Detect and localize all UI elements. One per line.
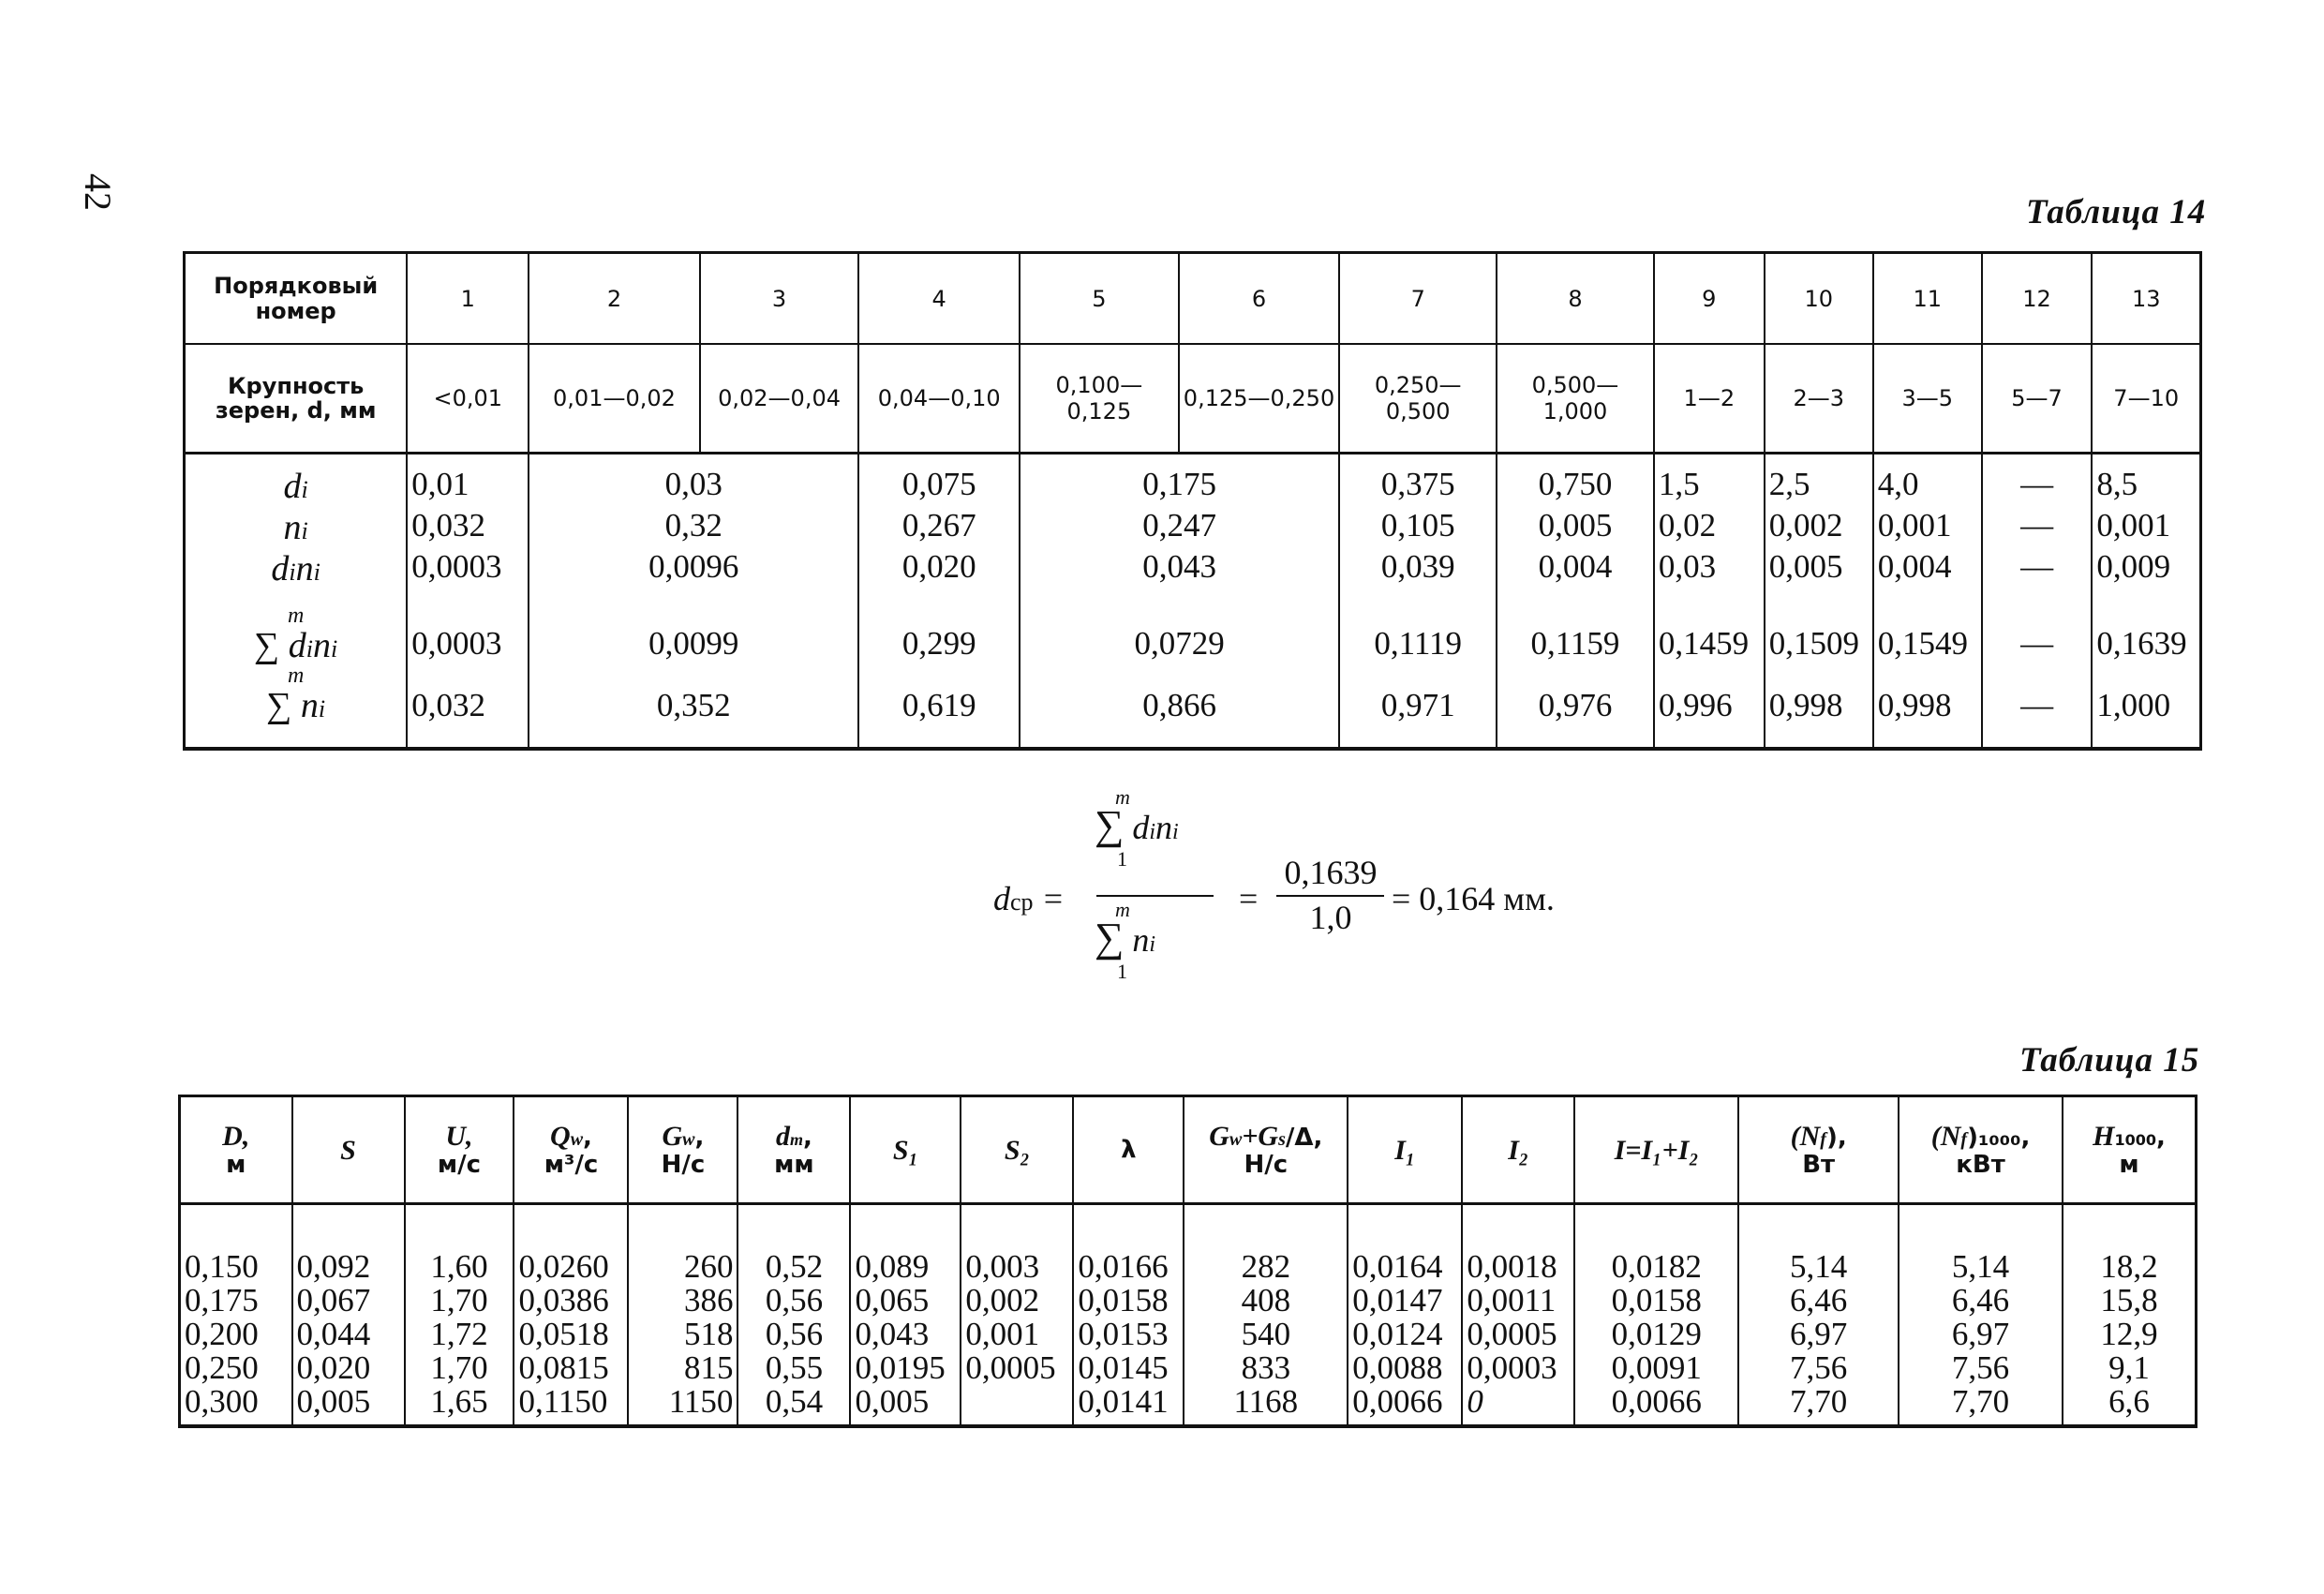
cell-sum-dini: 0,1509 [1765, 589, 1873, 666]
cell-ni: 0,002 [1765, 507, 1873, 548]
table-cell: 282 [1184, 1204, 1348, 1285]
table-cell: 0,0182 [1574, 1204, 1738, 1285]
col-header-I2: I₂ [1462, 1096, 1574, 1204]
table-cell: 0 [1462, 1385, 1574, 1426]
col-header-Nf1000: (Nf)₁₀₀₀, кВт [1899, 1096, 2063, 1204]
table-cell: 1,60 [405, 1204, 514, 1285]
header-range: 1—2 [1654, 344, 1765, 454]
cell-sum-dini: 0,1639 [2092, 589, 2200, 666]
table-cell: 1150 [628, 1385, 737, 1426]
cell-sum-ni: 0,866 [1020, 666, 1339, 749]
table-cell: 18,2 [2063, 1204, 2196, 1285]
formula-value-numerator: 0,1639 [1284, 854, 1378, 891]
table-cell: 0,56 [737, 1284, 850, 1318]
table-row [180, 1318, 2197, 1351]
table-cell: 0,043 [850, 1318, 961, 1351]
table-cell: 0,200 [180, 1318, 292, 1351]
table-cell: 0,300 [180, 1385, 292, 1426]
cell-dini: 0,039 [1339, 548, 1497, 589]
header-num: 6 [1179, 253, 1340, 345]
formula-value-denominator: 1,0 [1309, 899, 1352, 936]
table-cell: 0,0003 [1462, 1351, 1574, 1385]
cell-dini: 0,0003 [407, 548, 529, 589]
cell-dini: 0,004 [1497, 548, 1654, 589]
formula-denominator: m ∑ ni 1 [1095, 898, 1156, 983]
table-cell: 12,9 [2063, 1318, 2196, 1351]
col-header-U: U, м/с [405, 1096, 514, 1204]
table-cell: 0,0153 [1073, 1318, 1184, 1351]
table-cell: 0,0091 [1574, 1351, 1738, 1385]
cell-dini: 0,005 [1765, 548, 1873, 589]
table-cell: 386 [628, 1284, 737, 1318]
row-sum-dini [185, 589, 2201, 666]
col-header-S2: S₂ [961, 1096, 1073, 1204]
cell-dini: — [1982, 548, 2093, 589]
table-cell: 540 [1184, 1318, 1348, 1351]
header-range: 7—10 [2092, 344, 2200, 454]
table-cell: 0,0129 [1574, 1318, 1738, 1351]
cell-sum-ni: 1,000 [2092, 666, 2200, 749]
table-cell: 1,70 [405, 1284, 514, 1318]
table-cell: 0,089 [850, 1204, 961, 1285]
cell-sum-dini: 0,0099 [529, 589, 858, 666]
table-cell: 6,97 [1899, 1318, 2063, 1351]
table15-body [180, 1204, 2197, 1427]
table-cell: 7,56 [1738, 1351, 1899, 1385]
table-row [180, 1284, 2197, 1318]
header-ordinal-label: Порядковый номер [185, 253, 408, 345]
table-cell: 0,0145 [1073, 1351, 1184, 1385]
table-cell: 0,065 [850, 1284, 961, 1318]
table-cell: 0,0815 [514, 1351, 628, 1385]
cell-dini: 0,020 [858, 548, 1020, 589]
table-cell: 0,0518 [514, 1318, 628, 1351]
cell-ni: — [1982, 507, 2093, 548]
header-num: 2 [529, 253, 700, 345]
cell-sum-ni: 0,998 [1873, 666, 1982, 749]
cell-di: 0,750 [1497, 466, 1654, 507]
table-row [180, 1204, 2197, 1285]
table-cell: 0,1150 [514, 1385, 628, 1426]
table-cell: 6,46 [1899, 1284, 2063, 1318]
col-header-S: S [292, 1096, 405, 1204]
cell-sum-ni: — [1982, 666, 2093, 749]
header-num: 8 [1497, 253, 1654, 345]
table-14 [183, 251, 2202, 751]
col-header-S1: S₁ [850, 1096, 961, 1204]
cell-di: 0,01 [407, 466, 529, 507]
table-cell: 0,020 [292, 1351, 405, 1385]
col-header-Gw-Gs: Gw+Gs/Δ, Н/с [1184, 1096, 1348, 1204]
header-range: 0,02—0,04 [700, 344, 859, 454]
cell-ni: 0,005 [1497, 507, 1654, 548]
row-label-sum-dini: m ∑ dini [185, 589, 408, 666]
table-15 [178, 1095, 2197, 1428]
table-cell: 1,70 [405, 1351, 514, 1385]
col-header-I1: I₁ [1348, 1096, 1462, 1204]
cell-di: 4,0 [1873, 466, 1982, 507]
table-cell: 0,0018 [1462, 1204, 1574, 1285]
table-cell: 0,002 [961, 1284, 1073, 1318]
cell-di: 1,5 [1654, 466, 1765, 507]
row-label-sum-ni: m ∑ ni [185, 666, 408, 749]
header-num: 9 [1654, 253, 1765, 345]
table-cell: 0,092 [292, 1204, 405, 1285]
cell-ni: 0,247 [1020, 507, 1339, 548]
header-range: 3—5 [1873, 344, 1982, 454]
table-cell: 0,0066 [1574, 1385, 1738, 1426]
cell-sum-ni: 0,619 [858, 666, 1020, 749]
header-range: 0,125—0,250 [1179, 344, 1340, 454]
formula-lhs: dср = [993, 880, 1065, 917]
table-cell: 7,70 [1738, 1385, 1899, 1426]
row-sum-ni [185, 666, 2201, 749]
col-header-I: I=I₁+I₂ [1574, 1096, 1738, 1204]
table-cell: 1,72 [405, 1318, 514, 1351]
header-num: 4 [858, 253, 1020, 345]
table-cell: 7,70 [1899, 1385, 2063, 1426]
table-cell: 0,0141 [1073, 1385, 1184, 1426]
formula-numerator: m ∑ dini 1 [1095, 785, 1179, 871]
cell-ni: 0,267 [858, 507, 1020, 548]
table-cell: 408 [1184, 1284, 1348, 1318]
header-grain-size-label: Крупность зерен, d, мм [185, 344, 408, 454]
header-num: 7 [1339, 253, 1497, 345]
cell-di: 2,5 [1765, 466, 1873, 507]
cell-dini: 0,0096 [529, 548, 858, 589]
table-cell: 0,0158 [1574, 1284, 1738, 1318]
table-cell: 260 [628, 1204, 737, 1285]
cell-sum-ni: 0,971 [1339, 666, 1497, 749]
header-num: 3 [700, 253, 859, 345]
header-num: 12 [1982, 253, 2093, 345]
mean-grain-formula: dср = m ∑ dini 1 m ∑ ni 1 = 0,1639 1,0 = 0,164 мм. [993, 785, 1555, 983]
table14-header-numbers [185, 253, 2201, 345]
header-num: 13 [2092, 253, 2200, 345]
header-range: 2—3 [1765, 344, 1873, 454]
table-cell: 1168 [1184, 1385, 1348, 1426]
header-range: 5—7 [1982, 344, 2093, 454]
table-cell: 6,46 [1738, 1284, 1899, 1318]
cell-di: 0,03 [529, 466, 858, 507]
row-label-di: di [185, 466, 408, 507]
table-cell: 6,6 [2063, 1385, 2196, 1426]
cell-di: 0,075 [858, 466, 1020, 507]
table-cell: 0,005 [850, 1385, 961, 1426]
table-cell: 0,0260 [514, 1204, 628, 1285]
table15-header [180, 1096, 2197, 1204]
table-cell: 0,0088 [1348, 1351, 1462, 1385]
col-header-Qw: Qw, м³/с [514, 1096, 628, 1204]
row-ni [185, 507, 2201, 548]
table-cell: 0,0195 [850, 1351, 961, 1385]
table-cell: 5,14 [1738, 1204, 1899, 1285]
cell-sum-dini: 0,0729 [1020, 589, 1339, 666]
cell-sum-dini: 0,1549 [1873, 589, 1982, 666]
header-range: 0,500—1,000 [1497, 344, 1654, 454]
row-label-dini: dini [185, 548, 408, 589]
header-range: 0,250—0,500 [1339, 344, 1497, 454]
table-cell: 0,52 [737, 1204, 850, 1285]
table-cell: 0,55 [737, 1351, 850, 1385]
table-cell: 833 [1184, 1351, 1348, 1385]
table-cell: 0,0386 [514, 1284, 628, 1318]
col-header-Gw: Gw, Н/с [628, 1096, 737, 1204]
table-row [180, 1385, 2197, 1426]
cell-sum-ni: 0,032 [407, 666, 529, 749]
table-cell: 0,250 [180, 1351, 292, 1385]
cell-di: 0,375 [1339, 466, 1497, 507]
cell-ni: 0,032 [407, 507, 529, 548]
cell-sum-dini: 0,1159 [1497, 589, 1654, 666]
table-cell: 7,56 [1899, 1351, 2063, 1385]
cell-dini: 0,009 [2092, 548, 2200, 589]
col-header-H1000: H1000, м [2063, 1096, 2196, 1204]
cell-sum-dini: — [1982, 589, 2093, 666]
col-header-dm: dm, мм [737, 1096, 850, 1204]
header-range: 0,01—0,02 [529, 344, 700, 454]
row-label-ni: ni [185, 507, 408, 548]
cell-ni: 0,001 [1873, 507, 1982, 548]
row-dini [185, 548, 2201, 589]
table14-header-ranges [185, 344, 2201, 454]
table-cell: 815 [628, 1351, 737, 1385]
cell-ni: 0,001 [2092, 507, 2200, 548]
col-header-D: D, м [180, 1096, 292, 1204]
cell-ni: 0,105 [1339, 507, 1497, 548]
table-cell: 0,0166 [1073, 1204, 1184, 1285]
table-row [180, 1351, 2197, 1385]
table-cell: 0,0005 [961, 1351, 1073, 1385]
table-cell [961, 1385, 1073, 1426]
formula-value-bar [1276, 895, 1384, 897]
col-header-Nf: (Nf), Вт [1738, 1096, 1899, 1204]
table-cell: 0,0011 [1462, 1284, 1574, 1318]
header-range: <0,01 [407, 344, 529, 454]
cell-dini: 0,004 [1873, 548, 1982, 589]
cell-di: 0,175 [1020, 466, 1339, 507]
page-number: 42 [77, 173, 119, 211]
table-cell: 0,044 [292, 1318, 405, 1351]
header-range: 0,100—0,125 [1020, 344, 1179, 454]
cell-ni: 0,32 [529, 507, 858, 548]
header-range: 0,04—0,10 [858, 344, 1020, 454]
row-di [185, 466, 2201, 507]
table-cell: 0,150 [180, 1204, 292, 1285]
cell-sum-ni: 0,352 [529, 666, 858, 749]
cell-sum-dini: 0,299 [858, 589, 1020, 666]
cell-sum-dini: 0,1119 [1339, 589, 1497, 666]
table-cell: 1,65 [405, 1385, 514, 1426]
table-cell: 0,067 [292, 1284, 405, 1318]
table-cell: 0,005 [292, 1385, 405, 1426]
table-cell: 0,003 [961, 1204, 1073, 1285]
cell-sum-dini: 0,0003 [407, 589, 529, 666]
table14-caption: Таблица 14 [2026, 193, 2207, 231]
table-cell: 0,54 [737, 1385, 850, 1426]
col-header-lambda: λ [1073, 1096, 1184, 1204]
header-num: 11 [1873, 253, 1982, 345]
table-cell: 518 [628, 1318, 737, 1351]
cell-dini: 0,043 [1020, 548, 1339, 589]
cell-di: 8,5 [2092, 466, 2200, 507]
table-cell: 5,14 [1899, 1204, 2063, 1285]
cell-dini: 0,03 [1654, 548, 1765, 589]
table-cell: 0,0124 [1348, 1318, 1462, 1351]
table-cell: 15,8 [2063, 1284, 2196, 1318]
table-cell: 0,001 [961, 1318, 1073, 1351]
table-cell: 0,0158 [1073, 1284, 1184, 1318]
cell-sum-dini: 0,1459 [1654, 589, 1765, 666]
cell-di: — [1982, 466, 2093, 507]
header-num: 1 [407, 253, 529, 345]
table-cell: 0,0005 [1462, 1318, 1574, 1351]
table-cell: 0,175 [180, 1284, 292, 1318]
formula-fraction-bar [1096, 895, 1214, 897]
table-cell: 9,1 [2063, 1351, 2196, 1385]
header-num: 10 [1765, 253, 1873, 345]
table-cell: 0,0066 [1348, 1385, 1462, 1426]
table-cell: 6,97 [1738, 1318, 1899, 1351]
cell-sum-ni: 0,976 [1497, 666, 1654, 749]
cell-sum-ni: 0,996 [1654, 666, 1765, 749]
table15-caption: Таблица 15 [2019, 1041, 2200, 1080]
table-cell: 0,0164 [1348, 1204, 1462, 1285]
formula-result: = 0,164 мм. [1392, 880, 1555, 917]
table-cell: 0,0147 [1348, 1284, 1462, 1318]
table-cell: 0,56 [737, 1318, 850, 1351]
cell-ni: 0,02 [1654, 507, 1765, 548]
cell-sum-ni: 0,998 [1765, 666, 1873, 749]
header-num: 5 [1020, 253, 1179, 345]
